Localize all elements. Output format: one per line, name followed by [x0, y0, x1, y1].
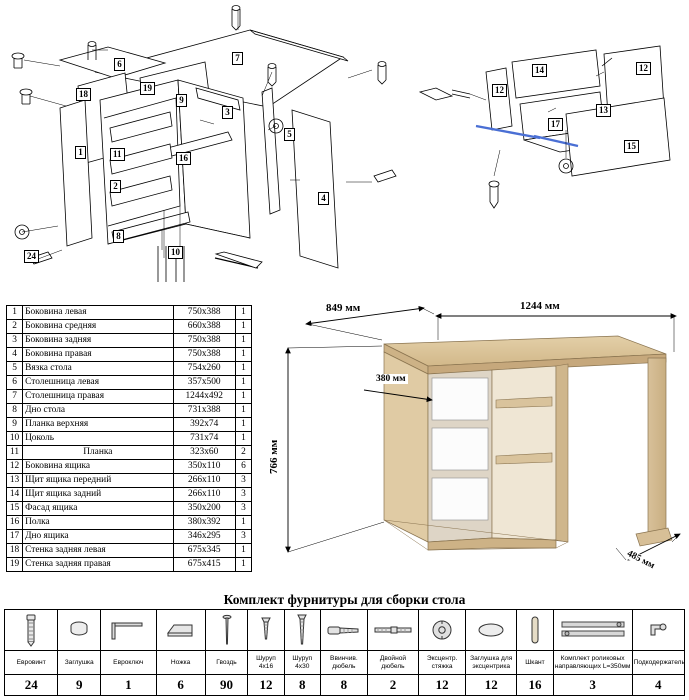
kit-icon-cell — [320, 610, 367, 651]
callout-17: 17 — [548, 118, 563, 131]
part-name: Цоколь — [23, 432, 173, 446]
kit-icon-cell — [156, 610, 205, 651]
kit-item-name: Евровинт — [5, 651, 58, 675]
table-row — [7, 516, 252, 530]
part-number: 7 — [7, 390, 23, 404]
callout-11: 11 — [110, 148, 125, 161]
callout-12-left: 12 — [492, 84, 507, 97]
part-name: Боковина задняя — [23, 334, 173, 348]
part-dim: 750x388 — [173, 348, 235, 362]
part-number: 4 — [7, 348, 23, 362]
part-qty: 3 — [235, 502, 251, 516]
part-qty: 3 — [235, 488, 251, 502]
part-qty: 1 — [235, 362, 251, 376]
part-number: 10 — [7, 432, 23, 446]
kit-icon-cell — [284, 610, 320, 651]
callout-12-right: 12 — [636, 62, 651, 75]
desk-svg — [256, 296, 686, 588]
part-name: Боковина средняя — [23, 320, 173, 334]
part-dim: 731x388 — [173, 404, 235, 418]
part-dim: 731x74 — [173, 432, 235, 446]
screw-in-dowel-icon — [321, 610, 367, 650]
part-name: Стенка задняя левая — [23, 544, 173, 558]
callout-13: 13 — [596, 104, 611, 117]
callout-19: 19 — [140, 82, 155, 95]
table-row — [7, 320, 252, 334]
part-qty: 1 — [235, 390, 251, 404]
kit-item-count: 12 — [466, 675, 517, 696]
part-dim: 750x388 — [173, 306, 235, 320]
table-row — [7, 460, 252, 474]
dim-height-label: 766 мм — [268, 439, 280, 474]
dim-width-left-label: 849 мм — [326, 302, 361, 314]
kit-icons-row — [5, 610, 685, 651]
kit-item-count: 12 — [419, 675, 466, 696]
kit-item-count: 12 — [248, 675, 284, 696]
part-dim: 346х295 — [173, 530, 235, 544]
nail-icon — [206, 610, 248, 650]
dim-width-right-label: 1244 мм — [520, 300, 560, 312]
kit-icon-cell — [632, 610, 684, 651]
kit-item-name: Евроключ — [101, 651, 157, 675]
part-number: 16 — [7, 516, 23, 530]
kit-counts-row — [5, 675, 685, 696]
part-qty: 1 — [235, 544, 251, 558]
kit-icon-cell — [101, 610, 157, 651]
kit-item-count: 9 — [58, 675, 101, 696]
part-qty: 1 — [235, 418, 251, 432]
kit-labels-row — [5, 651, 685, 675]
part-name: Дно стола — [23, 404, 173, 418]
table-row — [7, 488, 252, 502]
parts-table — [6, 305, 252, 572]
kit-item-count: 8 — [284, 675, 320, 696]
euro-screw-icon — [5, 610, 57, 650]
kit-item-count: 2 — [367, 675, 418, 696]
part-number: 8 — [7, 404, 23, 418]
kit-icon-cell — [58, 610, 101, 651]
part-dim: 323x60 — [173, 446, 235, 460]
part-dim: 1244x492 — [173, 390, 235, 404]
kit-icon-cell — [248, 610, 284, 651]
part-qty: 2 — [235, 446, 251, 460]
part-dim: 357x500 — [173, 376, 235, 390]
exploded-assembly-drawing — [0, 0, 689, 290]
part-name: Дно ящика — [23, 530, 173, 544]
dim-inner-depth-label: 380 мм — [376, 374, 406, 384]
callout-15: 15 — [624, 140, 639, 153]
callout-18: 18 — [76, 88, 91, 101]
part-qty: 1 — [235, 306, 251, 320]
part-dim: 266х110 — [173, 474, 235, 488]
table-row — [7, 432, 252, 446]
part-dim: 754x260 — [173, 362, 235, 376]
part-name: Боковина правая — [23, 348, 173, 362]
cam-cap-icon — [466, 610, 516, 650]
table-row — [7, 530, 252, 544]
part-dim: 392x74 — [173, 418, 235, 432]
table-row — [7, 362, 252, 376]
part-qty: 3 — [235, 530, 251, 544]
part-dim: 350x110 — [173, 460, 235, 474]
part-number: 13 — [7, 474, 23, 488]
kit-item-name: Двойной дюбель — [367, 651, 418, 675]
cap-icon — [58, 610, 100, 650]
kit-item-count: 16 — [517, 675, 553, 696]
kit-item-count: 4 — [632, 675, 684, 696]
part-number: 1 — [7, 306, 23, 320]
kit-item-name: Шуруп 4х16 — [248, 651, 284, 675]
callout-6: 6 — [114, 58, 125, 71]
part-dim: 350x200 — [173, 502, 235, 516]
part-dim: 660x388 — [173, 320, 235, 334]
part-qty: 3 — [235, 474, 251, 488]
callout-2: 2 — [110, 180, 121, 193]
cam-lock-icon — [419, 610, 465, 650]
double-dowel-icon — [368, 610, 418, 650]
table-row — [7, 306, 252, 320]
kit-icon-cell — [205, 610, 248, 651]
part-number: 2 — [7, 320, 23, 334]
callout-24: 24 — [24, 250, 39, 263]
kit-item-name: Гвоздь — [205, 651, 248, 675]
part-name: Щит ящика задний — [23, 488, 173, 502]
table-row — [7, 404, 252, 418]
part-qty: 6 — [235, 460, 251, 474]
table-row — [7, 474, 252, 488]
callout-4: 4 — [318, 192, 329, 205]
kit-item-name: Шкант — [517, 651, 553, 675]
callout-1: 1 — [75, 146, 86, 159]
kit-item-name: Комплект роликовых направляющих L=350мм — [553, 651, 632, 675]
part-number: 15 — [7, 502, 23, 516]
part-number: 5 — [7, 362, 23, 376]
callout-16: 16 — [176, 152, 191, 165]
kit-item-count: 6 — [156, 675, 205, 696]
table-row — [7, 502, 252, 516]
euro-key-icon — [101, 610, 156, 650]
kit-item-name: Заглушка для эксцентрика — [466, 651, 517, 675]
kit-item-count: 1 — [101, 675, 157, 696]
part-dim: 675х345 — [173, 544, 235, 558]
kit-icon-cell — [517, 610, 553, 651]
assembly-svg — [0, 0, 689, 292]
drawer-slide-icon — [554, 610, 632, 650]
desk-dimension-drawing — [256, 296, 686, 586]
table-row — [7, 446, 252, 460]
part-name: Полка — [23, 516, 173, 530]
callout-9: 9 — [176, 94, 187, 107]
part-name: Планка верхняя — [23, 418, 173, 432]
kit-item-name: Шуруп 4х30 — [284, 651, 320, 675]
kit-item-count: 90 — [205, 675, 248, 696]
kit-item-name: Заглушка — [58, 651, 101, 675]
part-number: 3 — [7, 334, 23, 348]
kit-item-count: 8 — [320, 675, 367, 696]
part-dim: 380x392 — [173, 516, 235, 530]
callout-14: 14 — [532, 64, 547, 77]
callout-8: 8 — [113, 230, 124, 243]
part-number: 17 — [7, 530, 23, 544]
part-name: Столешница левая — [23, 376, 173, 390]
foot-icon — [157, 610, 205, 650]
part-number: 6 — [7, 376, 23, 390]
part-name: Щит ящика передний — [23, 474, 173, 488]
kit-item-count: 24 — [5, 675, 58, 696]
dowel-icon — [517, 610, 552, 650]
part-number: 11 — [7, 446, 23, 460]
part-qty: 1 — [235, 334, 251, 348]
dim-front-depth-label: 485 мм — [625, 548, 657, 572]
part-qty: 1 — [235, 376, 251, 390]
kit-icon-cell — [419, 610, 466, 651]
kit-icon-cell — [5, 610, 58, 651]
callout-5: 5 — [284, 128, 295, 141]
part-qty: 1 — [235, 516, 251, 530]
kit-icon-cell — [553, 610, 632, 651]
part-number: 9 — [7, 418, 23, 432]
part-qty: 1 — [235, 404, 251, 418]
callout-10: 10 — [168, 246, 183, 259]
kit-title: Комплект фурнитуры для сборки стола — [223, 592, 466, 607]
parts-table-body — [7, 306, 252, 572]
part-dim: 675х415 — [173, 558, 235, 572]
kit-item-name: Подкодержатель — [632, 651, 684, 675]
part-dim: 750x388 — [173, 334, 235, 348]
shelf-support-icon — [633, 610, 684, 650]
part-qty: 1 — [235, 432, 251, 446]
callout-3: 3 — [222, 106, 233, 119]
screw-4x16-icon — [248, 610, 283, 650]
part-name: Столешница правая — [23, 390, 173, 404]
part-qty: 1 — [235, 558, 251, 572]
part-name: Стенка задняя правая — [23, 558, 173, 572]
part-number: 18 — [7, 544, 23, 558]
table-row — [7, 558, 252, 572]
part-number: 12 — [7, 460, 23, 474]
table-row — [7, 376, 252, 390]
part-name: Боковина ящика — [23, 460, 173, 474]
part-dim: 266х110 — [173, 488, 235, 502]
kit-icon-cell — [367, 610, 418, 651]
kit-item-name: Ввинчив. дюбель — [320, 651, 367, 675]
table-row — [7, 348, 252, 362]
hardware-kit-table — [4, 609, 685, 696]
callout-7: 7 — [232, 52, 243, 65]
kit-item-count: 3 — [553, 675, 632, 696]
kit-item-name: Эксцентр. стяжка — [419, 651, 466, 675]
kit-icon-cell — [466, 610, 517, 651]
table-row — [7, 544, 252, 558]
table-row — [7, 334, 252, 348]
part-name: Боковина левая — [23, 306, 173, 320]
part-name: Планка — [23, 446, 173, 460]
part-qty: 1 — [235, 348, 251, 362]
table-row — [7, 418, 252, 432]
screw-4x30-icon — [285, 610, 320, 650]
kit-item-name: Ножка — [156, 651, 205, 675]
part-name: Фасад ящика — [23, 502, 173, 516]
part-qty: 1 — [235, 320, 251, 334]
table-row — [7, 390, 252, 404]
part-number: 14 — [7, 488, 23, 502]
part-name: Вязка стола — [23, 362, 173, 376]
part-number: 19 — [7, 558, 23, 572]
